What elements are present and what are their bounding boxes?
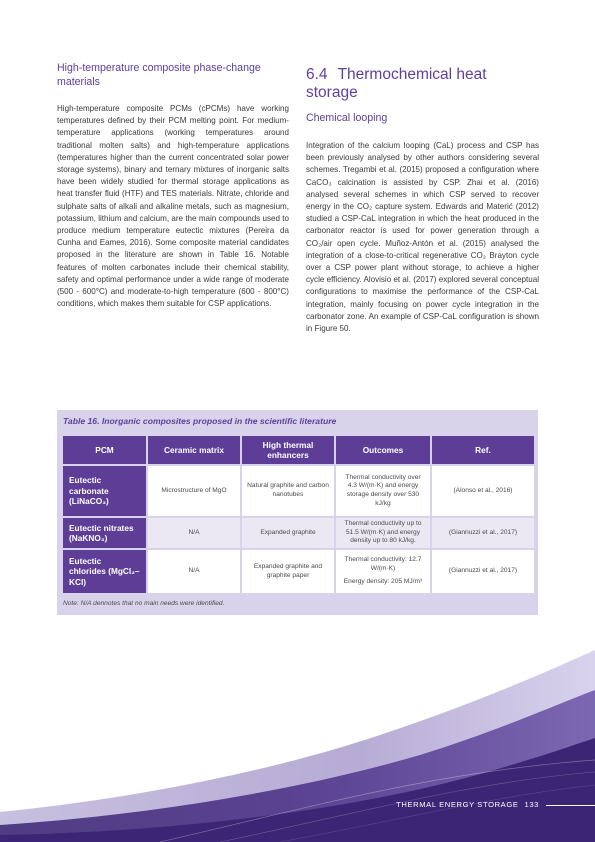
cell-enhancers: Natural graphite and carbon nanotubes [242, 466, 334, 516]
cell-ref: (Alonso et al., 2016) [432, 466, 534, 516]
inorganic-composites-table [61, 434, 536, 595]
right-column [306, 62, 539, 335]
section-number: 6.4 [306, 66, 328, 83]
cell-outcomes [336, 518, 430, 548]
outcome-line: Thermal conductivity up to 51.5 W/(m·K) and energy density up to 80 kJ/kg. [344, 520, 422, 545]
left-paragraph: High-temperature composite PCMs (cPCMs) have working temperatures defined by their PCM melting point. For medium-temperature applications (working temperatures around traditional molten salts) and high-temperature applications (temperatures higher than the current concentrated solar power storage systems), binary and ternary mixtures of inorganic salts have been widely studied for thermal storage applications as heat transfer fluid (HTF) and TES materials. Nitrate, chloride and sulphate salts of alkali and alkaline metals, such as magnesium, potassium, lithium and calcium, are the main compounds used to produce medium temperature eutectic mixtures (Pereira da Cunha and Eames, 2016). Some composite material candidates proposed in the literature are shown in Table 16. Notable features of molten carbonates include their chemical stability, safety and optimal performance under a wide range of moderate (500 - 600°C) and moderate-to-high temperature (600 - 800°C) conditions, which makes them suitable for CSP applications. [57, 104, 289, 309]
table-row [63, 550, 534, 593]
cell-pcm: Eutectic nitrates (NaKNO₃) [63, 518, 146, 548]
header-pcm: PCM [63, 436, 146, 464]
outcome-line: Energy density: 205 MJ/m³ [343, 578, 423, 586]
cell-matrix: Microstructure of MgO [148, 466, 240, 516]
header-high-thermal-enhancers: High thermal enhancers [242, 436, 334, 464]
footer-label: THERMAL ENERGY STORAGE [396, 800, 519, 809]
cell-enhancers: Expanded graphite and graphite paper [242, 550, 334, 593]
left-column [57, 62, 289, 310]
cell-ref: (Giannuzzi et al., 2017) [432, 550, 534, 593]
cell-pcm: Eutectic carbonate (LiNaCO₃) [63, 466, 146, 516]
page-number: 133 [524, 800, 539, 809]
table-row [63, 518, 534, 548]
subheading-composite-pcm: High-temperature composite phase-change materials [57, 62, 261, 88]
table-header-row [63, 436, 534, 464]
cell-outcomes [336, 550, 430, 593]
header-outcomes: Outcomes [336, 436, 430, 464]
header-ref: Ref. [432, 436, 534, 464]
table-note: Note: N/A dennotes that no main needs were identified. [63, 600, 225, 607]
cell-ref: (Giannuzzi et al., 2017) [432, 518, 534, 548]
cell-enhancers: Expanded graphite [242, 518, 334, 548]
section-heading [306, 66, 539, 102]
section-title: Thermochemical heat storage [306, 66, 487, 101]
right-paragraph: Integration of the calcium looping (CaL) process and CSP has been previously analysed by other authors considering several schemes. Tregambi et al. (2015) proposed a configuration where CaCO₃ calcination is assisted by CSP. Zhai et al. (2016) analysed several schemes in which CSP served to recover energy in the CO₂ capture system. Edwards and Materić (2012) studied a CSP-CaL integration in which the heat produced in the carbonator reactor is used for power generation through a CO₂/air open cycle. Muñoz-Antón et al. (2015) analysed the integration of a close-to-critical regenerative CO₂ Brayton cycle over a CSP power plant without storage, to achieve a higher cycle efficiency. Alovisio et al. (2017) explored several conceptual configurations to maximise the performance of the CSP-CaL integration, mainly focusing on power cycle integration in the carbonator zone. An example of CSP-CaL configuration is shown in Figure 50. [306, 141, 539, 334]
outcome-line: Thermal conductivity over 4.3 W/(m·K) and energy storage density over 530 kJ/kg [345, 473, 421, 507]
header-ceramic-matrix: Ceramic matrix [148, 436, 240, 464]
subheading-chemical-looping: Chemical looping [306, 112, 388, 124]
cell-matrix: N/A [148, 518, 240, 548]
footer-rule [546, 805, 595, 806]
outcome-line: Thermal conductivity: 12.7 W/(m·K) [344, 556, 422, 572]
table-row [63, 466, 534, 516]
cell-outcomes [336, 466, 430, 516]
cell-matrix: N/A [148, 550, 240, 593]
table-caption: Table 16. Inorganic composites proposed in the scientific literature [63, 416, 337, 426]
table-16-panel [57, 410, 538, 615]
page-footer [396, 800, 539, 809]
cell-pcm: Eutectic chlorides (MgCl₂–KCl) [63, 550, 146, 593]
